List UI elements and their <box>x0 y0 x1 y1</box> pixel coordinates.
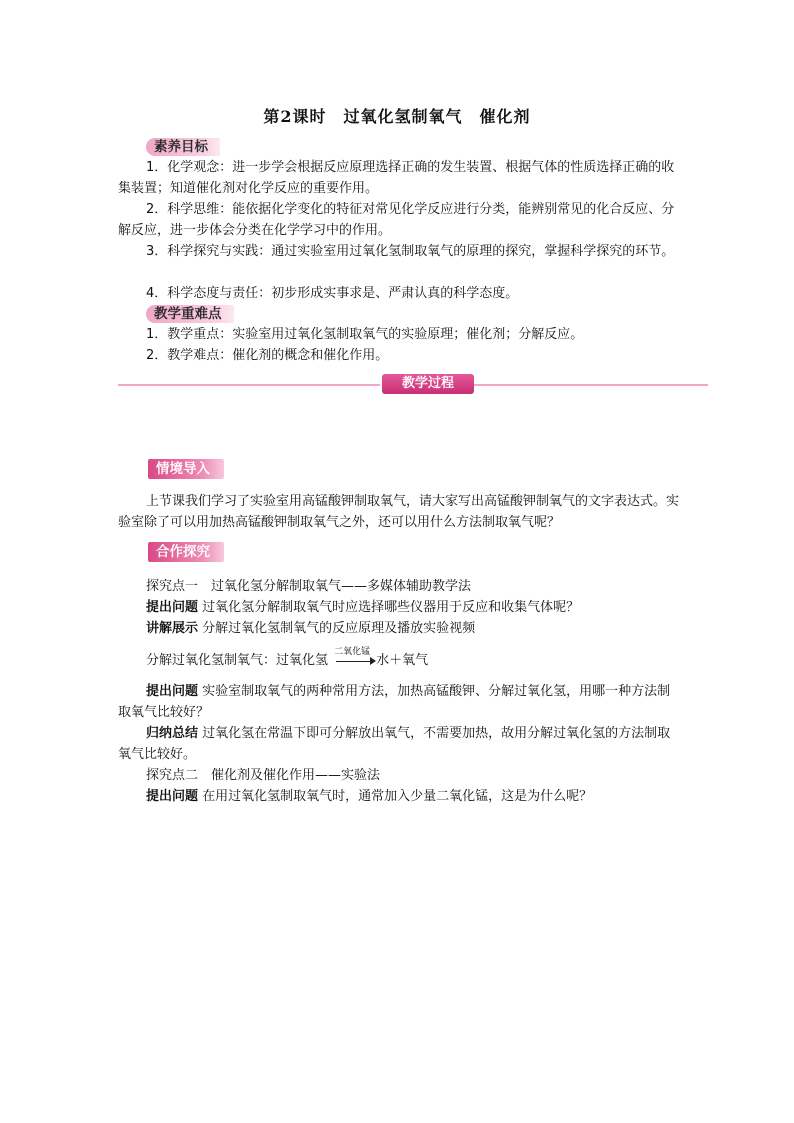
section-heading-suyang: 素养目标 <box>146 138 220 156</box>
goal-1: 1．化学观念：进一步学会根据反应原理选择正确的发生装置、根据气体的性质选择正确的收集装置；知道催化剂对化学反应的重要作用。 <box>118 160 675 196</box>
question-2 <box>118 681 680 723</box>
section-heading-zhongnan: 教学重难点 <box>146 305 234 323</box>
question-1-label: 提出问题 <box>146 600 199 615</box>
section-heading-qingjing: 情境导入 <box>148 459 224 479</box>
intro-paragraph: 上节课我们学习了实验室用高锰酸钾制取氧气，请大家写出高锰酸钾制氧气的文字表达式。实验室除了可以用加热高锰酸钾制取氧气之外，还可以用什么方法制取氧气呢？ <box>118 494 680 530</box>
question-3-text: 在用过氧化氢制取氧气时，通常加入少量二氧化锰，这是为什么呢？ <box>202 789 593 804</box>
divider-left <box>118 384 380 386</box>
equation-reactant: 分解过氧化氢制氧气：过氧化氢 <box>146 653 329 668</box>
key-point-2: 2．教学难点：催化剂的概念和催化作用。 <box>146 348 389 363</box>
question-1-text: 过氧化氢分解制取氧气时应选择哪些仪器用于反应和收集气体呢？ <box>202 600 580 615</box>
question-2-text: 实验室制取氧气的两种常用方法，加热高锰酸钾、分解过氧化氢，用哪一种方法制取氧气比较好？ <box>118 684 671 720</box>
teaching-process-banner: 教学过程 <box>382 374 474 394</box>
question-1 <box>146 597 579 618</box>
explore-point-1: 探究点一 过氧化氢分解制取氧气——多媒体辅助教学法 <box>146 579 472 594</box>
catalyst-label: 二氧化锰 <box>334 646 371 657</box>
question-3-label: 提出问题 <box>146 789 199 804</box>
key-point-1: 1．教学重点：实验室用过氧化氢制取氧气的实验原理；催化剂；分解反应。 <box>146 327 584 342</box>
summary-label: 归纳总结 <box>146 726 199 741</box>
reaction-arrow-icon <box>332 646 376 670</box>
goal-2: 2．科学思维：能依据化学变化的特征对常见化学反应进行分类，能辨别常见的化合反应、分解反应，进一步体会分类在化学学习中的作用。 <box>118 202 675 238</box>
demonstration-label: 讲解展示 <box>146 621 199 636</box>
question-2-label: 提出问题 <box>146 684 199 699</box>
reaction-equation <box>146 646 429 671</box>
explore-point-2: 探究点二 催化剂及催化作用——实验法 <box>146 768 381 783</box>
goal-4: 4．科学态度与责任：初步形成实事求是、严肃认真的科学态度。 <box>146 286 519 301</box>
summary <box>118 723 680 765</box>
summary-text: 过氧化氢在常温下即可分解放出氧气，不需要加热，故用分解过氧化氢的方法制取氧气比较好。 <box>118 726 671 762</box>
divider-right <box>474 384 708 386</box>
goal-3: 3．科学探究与实践：通过实验室用过氧化氢制取氧气的原理的探究，掌握科学探究的环节。 <box>146 244 675 259</box>
lesson-title: 第2课时 过氧化氢制氧气 催化剂 <box>263 107 531 126</box>
section-heading-hezuo: 合作探究 <box>148 542 224 562</box>
demonstration <box>146 618 475 639</box>
demonstration-text: 分解过氧化氢制氧气的反应原理及播放实验视频 <box>202 621 476 636</box>
equation-products: 水＋氧气 <box>376 653 429 668</box>
question-3 <box>146 786 592 807</box>
